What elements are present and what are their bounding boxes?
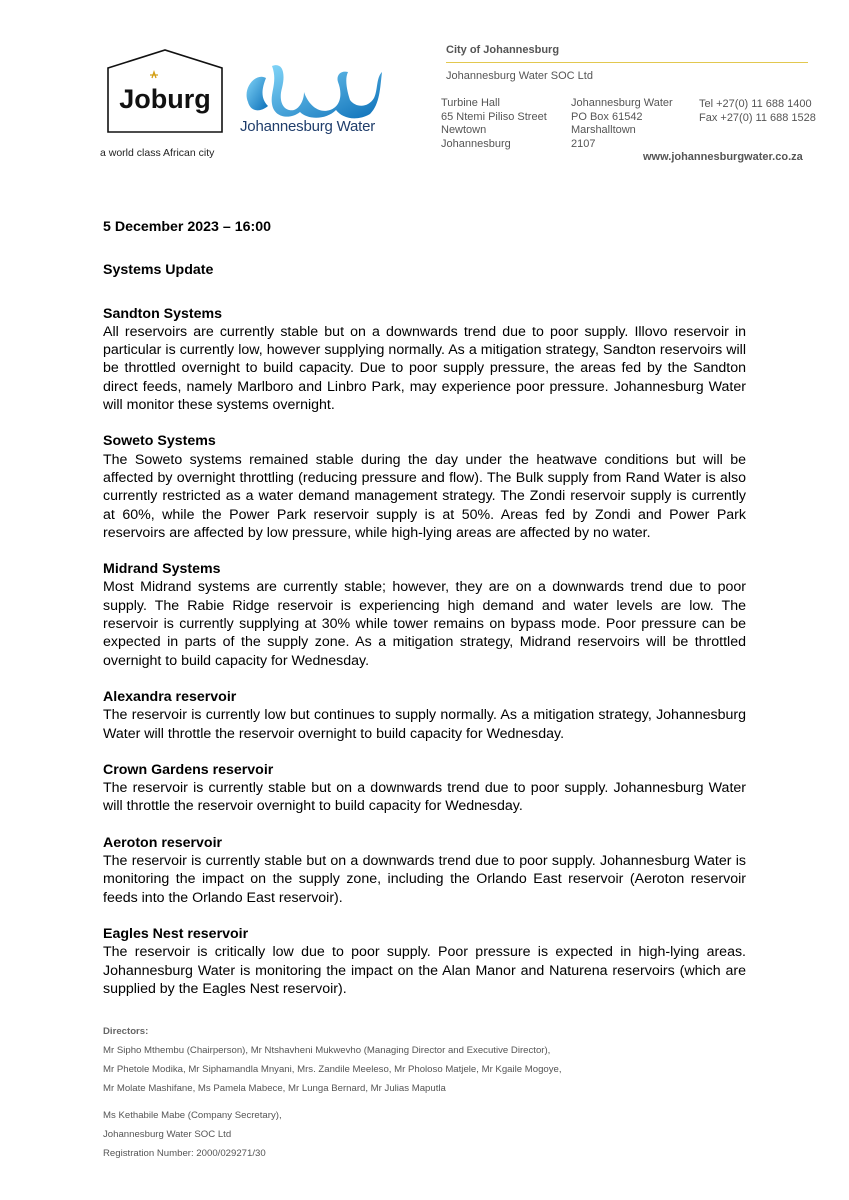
johannesburg-water-logo	[238, 58, 388, 120]
joburg-tagline: a world class African city	[100, 147, 215, 159]
section-alexandra	[103, 688, 746, 743]
directors-label: Directors:	[103, 1026, 149, 1037]
section-title: Alexandra reservoir	[103, 688, 237, 705]
section-title: Aeroton reservoir	[103, 834, 223, 851]
document-body	[103, 218, 746, 1016]
physical-address	[441, 97, 547, 151]
address-line: Marshalltown	[571, 124, 636, 137]
address-line: 2107	[571, 137, 596, 150]
directors-line: Mr Phetole Modika, Mr Siphamandla Mnyani, Mrs. Zandile Meeleso, Mr Pholoso Matjele, Mr Kgaile Mogoye,	[103, 1064, 562, 1075]
secretary-line: Ms Kethabile Mabe (Company Secretary),	[103, 1110, 282, 1121]
document-heading: Systems Update	[103, 262, 214, 279]
directors-block	[103, 1022, 562, 1098]
section-eagles-nest	[103, 925, 746, 998]
section-body: The reservoir is critically low due to poor supply. Poor pressure is expected in high-lying areas. Johannesburg Water is monitoring the impact on the Alan Manor and Naturena reservoirs (which are supplied by the Eagles Nest reservoir).	[103, 944, 746, 997]
address-line: Johannesburg Water	[571, 97, 673, 109]
secretary-line: Johannesburg Water SOC Ltd	[103, 1129, 232, 1140]
johannesburg-water-name: Johannesburg Water	[240, 118, 376, 135]
section-title: Soweto Systems	[103, 433, 216, 450]
section-title: Crown Gardens reservoir	[103, 761, 274, 778]
section-soweto	[103, 432, 746, 542]
directors-line: Mr Molate Mashifane, Ms Pamela Mabece, Mr Lunga Bernard, Mr Julias Maputla	[103, 1083, 446, 1094]
section-body: All reservoirs are currently stable but on a downwards trend due to poor supply. Illovo reservoir in particular is currently low, however supplying normally. As a mitigation strategy, Sandton reservoirs will be throttled overnight to build capacity. Due to poor supply pressure, the areas fed by the Sandton direct feeds, namely Marlboro and Linbro Park, may experience poor pressure. Johannesburg Water will monitor these systems overnight.	[103, 323, 746, 414]
section-title: Sandton Systems	[103, 305, 223, 322]
postal-address	[571, 97, 673, 151]
document-date: 5 December 2023 – 16:00	[103, 219, 272, 235]
section-sandton	[103, 305, 746, 415]
address-line: Turbine Hall	[441, 97, 500, 109]
section-body: The reservoir is currently stable but on a downwards trend due to poor supply. Johannesburg Water will throttle the reservoir overnight to build capacity for Wednesday.	[103, 780, 746, 815]
section-body: The reservoir is currently low but continues to supply normally. As a mitigation strategy, Johannesburg Water will throttle the reservoir overnight to build capacity for Wednesday.	[103, 707, 746, 742]
joburg-logo-text: Joburg	[119, 84, 211, 114]
section-crown-gardens	[103, 761, 746, 816]
section-body: The Soweto systems remained stable during the day under the heatwave conditions but will be affected by overnight throttling (reducing pressure and flow). The Bulk supply from Rand Water is also currently restricted as a water demand management strategy. The Zondi reservoir supply is currently at 60%, while the Power Park reservoir supply is at 50%. Areas fed by Zondi and Power Park reservoirs are affected by low pressure, while high-lying areas are affected by no water.	[103, 451, 746, 541]
contact-numbers	[699, 98, 816, 125]
section-midrand	[103, 560, 746, 670]
joburg-logo	[106, 48, 224, 134]
city-name: City of Johannesburg	[446, 44, 560, 56]
section-body: The reservoir is currently stable but on a downwards trend due to poor supply. Johannesburg Water is monitoring the impact on the supply zone, including the Orlando East reservoir (Aeroton reservoir feeds into the Orlando East reservoir).	[103, 853, 746, 906]
company-name: Johannesburg Water SOC Ltd	[446, 70, 593, 82]
website-link[interactable]: www.johannesburgwater.co.za	[643, 151, 803, 163]
section-title: Midrand Systems	[103, 561, 221, 578]
telephone: Tel +27(0) 11 688 1400	[699, 98, 812, 110]
directors-line: Mr Sipho Mthembu (Chairperson), Mr Ntshavheni Mukwevho (Managing Director and Executive Director),	[103, 1045, 551, 1056]
address-line: Newtown	[441, 124, 487, 137]
letterhead-rule	[446, 62, 808, 63]
fax: Fax +27(0) 11 688 1528	[699, 111, 816, 124]
registration-number: Registration Number: 2000/029271/30	[103, 1148, 266, 1159]
address-line: Johannesburg	[441, 137, 511, 150]
address-line: 65 Ntemi Piliso Street	[441, 110, 547, 123]
section-body: Most Midrand systems are currently stable; however, they are on a downwards trend due to poor supply. The Rabie Ridge reservoir is experiencing high demand and water levels are low. The reservoir is currently supplying at 30% while tower remains on bypass mode. Poor pressure can be expected in parts of the supply zone. As a mitigation strategy, Midrand reservoirs will be throttled overnight to build capacity for Wednesday.	[103, 579, 746, 669]
address-line: PO Box 61542	[571, 110, 643, 123]
section-aeroton	[103, 834, 746, 907]
section-title: Eagles Nest reservoir	[103, 925, 249, 942]
secretary-block	[103, 1106, 282, 1163]
